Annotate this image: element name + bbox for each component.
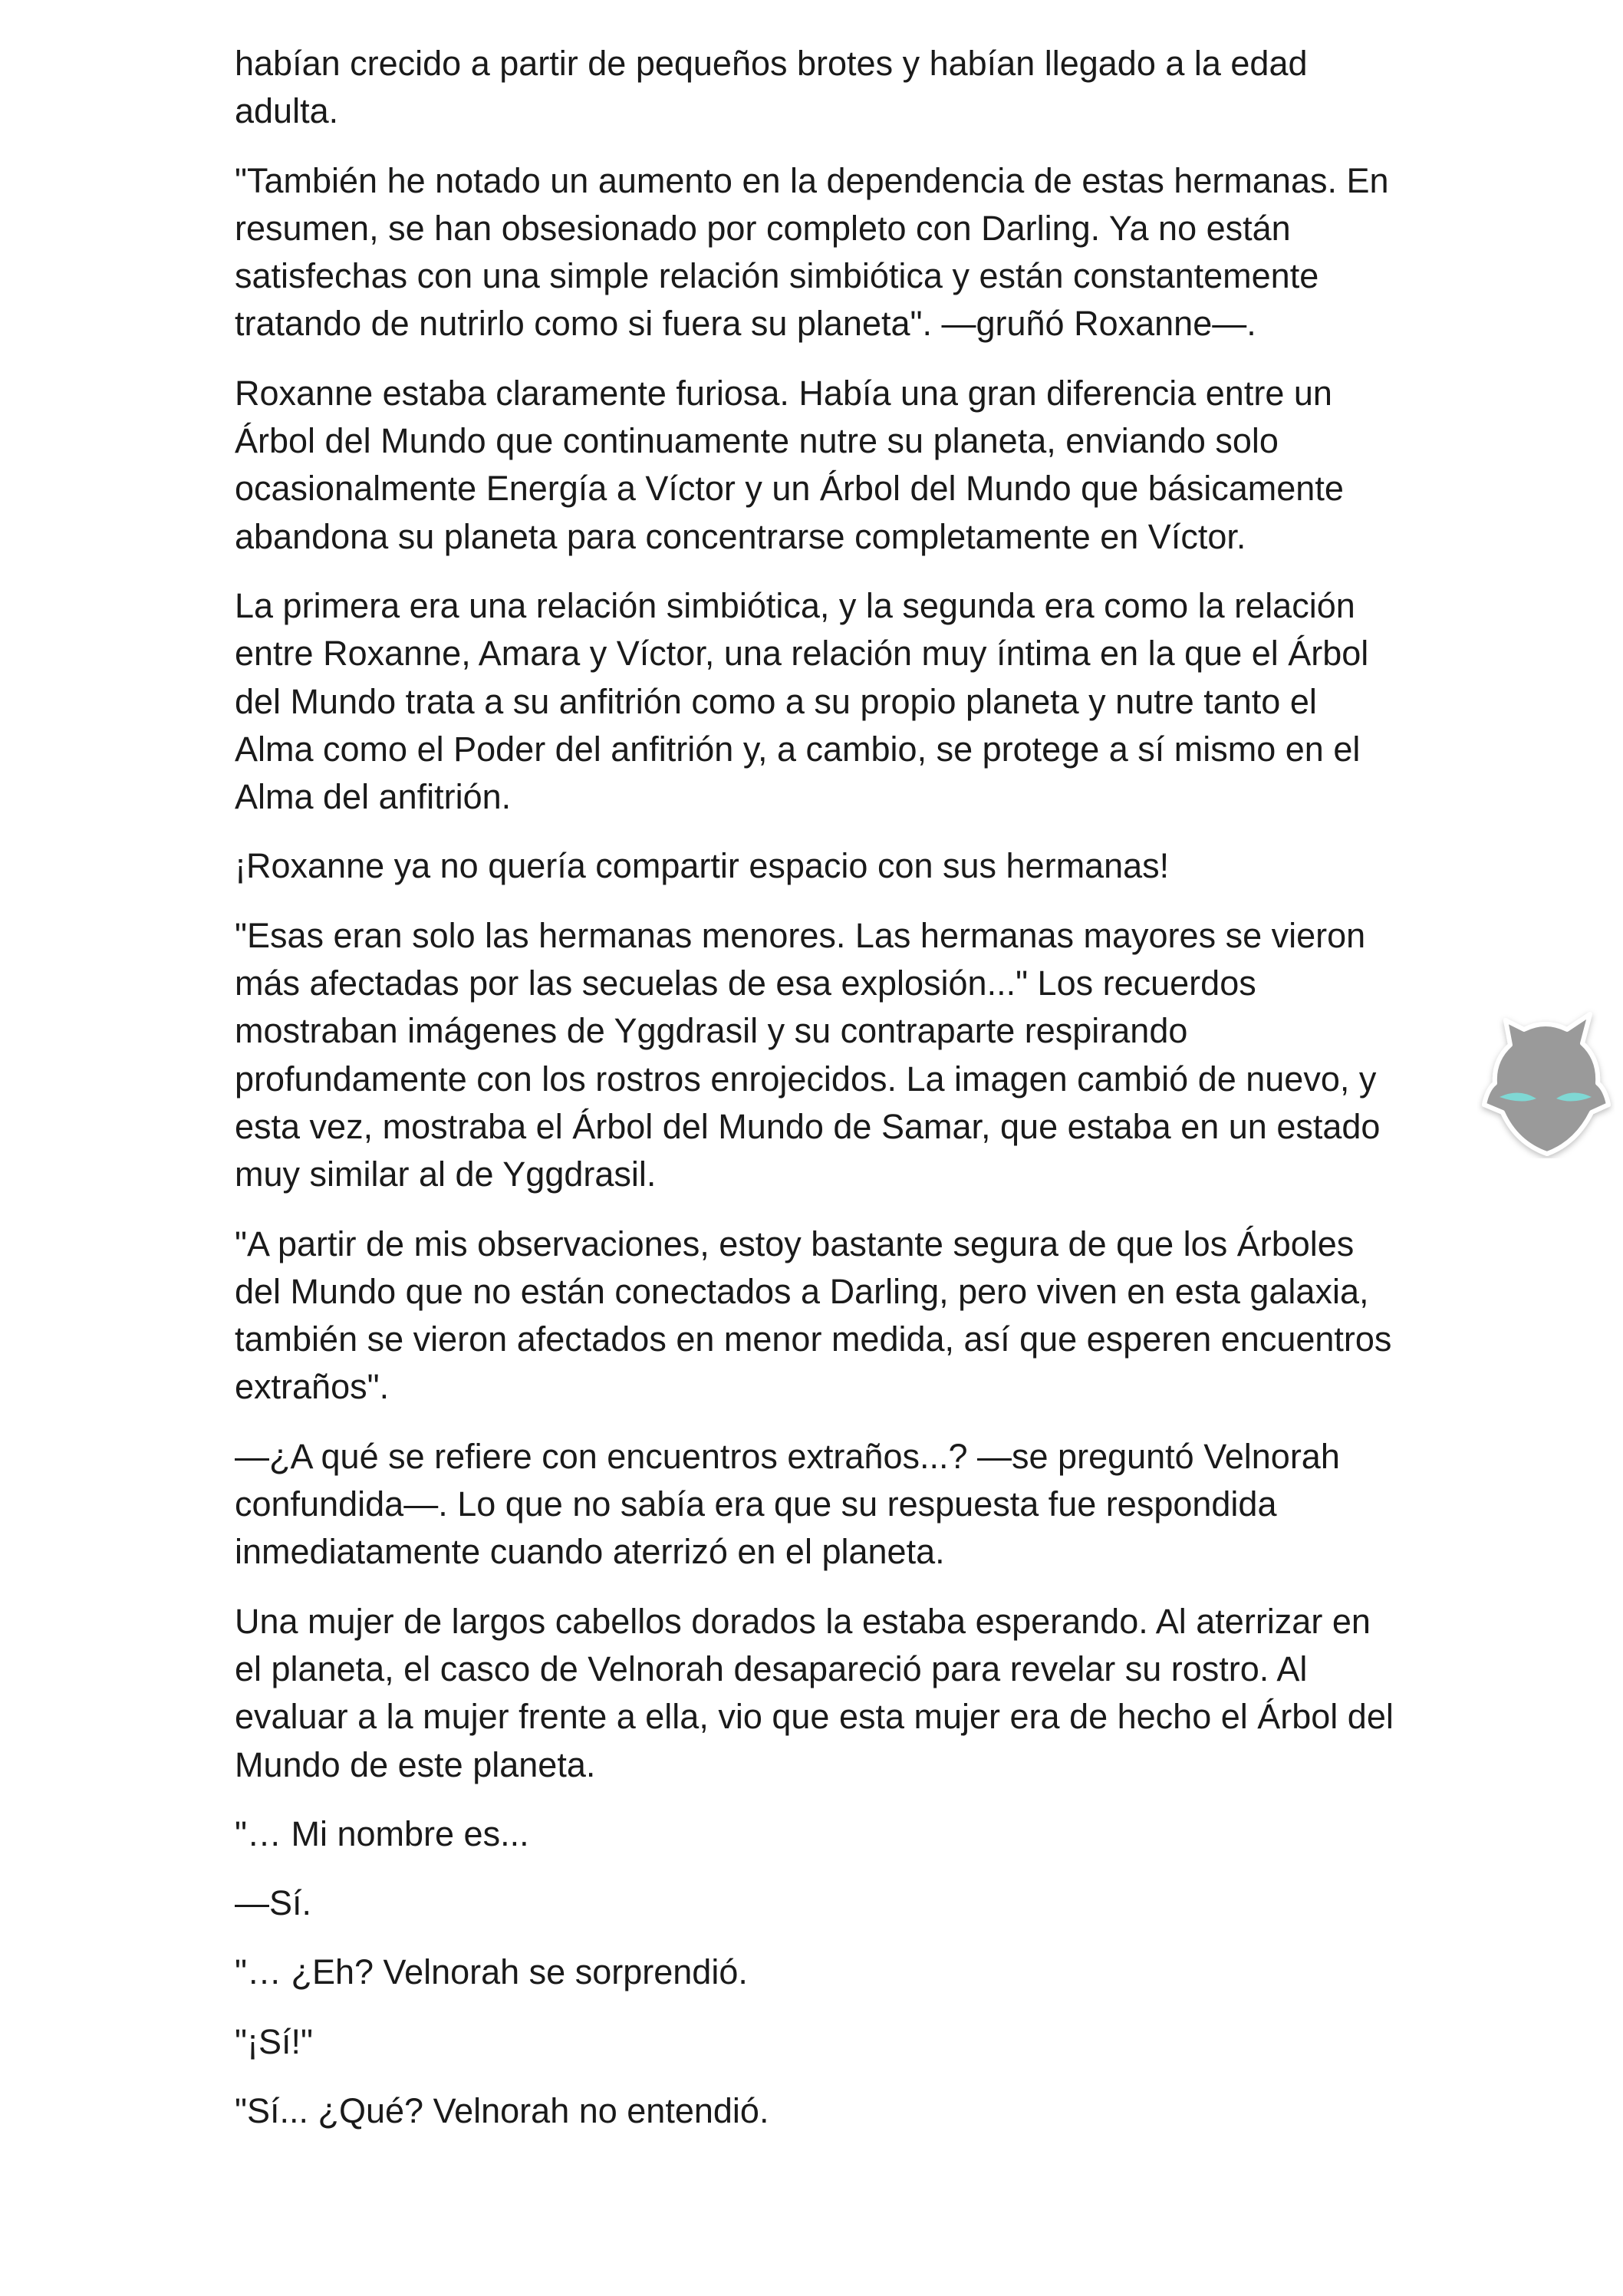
paragraph: "A partir de mis observaciones, estoy bastante segura de que los Árboles del Mundo que no están conectados a Darling, pero viven en esta galaxia, también se vieron afectados en menor medida, así que esperen encuentros extraños". — [235, 1224, 1392, 1407]
paragraph: "… Mi nombre es... — [235, 1813, 529, 1853]
paragraph: ¡Roxanne ya no quería compartir espacio con sus hermanas! — [235, 846, 1170, 886]
paragraph: "También he notado un aumento en la dependencia de estas hermanas. En resumen, se han obsesionado por completo con Darling. Ya no están satisfechas con una simple relación simbiótica y están constantemente tratando de nutrirlo como si fuera su planeta". —gruñó Roxanne—. — [235, 160, 1389, 344]
paragraph: —Sí. — [235, 1883, 312, 1923]
document-body — [235, 40, 1401, 2156]
paragraph: "… ¿Eh? Velnorah se sorprendió. — [235, 1952, 748, 1992]
paragraph: Roxanne estaba claramente furiosa. Había una gran diferencia entre un Árbol del Mundo que continuamente nutre su planeta, enviando solo ocasionalmente Energía a Víctor y un Árbol del Mundo que básicamente abandona su planeta para concentrarse completamente en Víctor. — [235, 373, 1344, 556]
paragraph: "¡Sí!" — [235, 2021, 313, 2061]
paragraph: habían crecido a partir de pequeños brotes y habían llegado a la edad adulta. — [235, 44, 1308, 131]
paragraph: —¿A qué se refiere con encuentros extraños...? —se preguntó Velnorah confundida—. Lo que no sabía era que su respuesta fue respondida inmediatamente cuando aterrizó en el planeta. — [235, 1436, 1340, 1572]
paragraph: La primera era una relación simbiótica, y la segunda era como la relación entre Roxanne, Amara y Víctor, una relación muy íntima en la que el Árbol del Mundo trata a su anfitrión como a su propio planeta y nutre tanto el Alma como el Poder del anfitrión y, a cambio, se protege a sí mismo en el Alma del anfitrión. — [235, 585, 1369, 817]
paragraph: "Esas eran solo las hermanas menores. Las hermanas mayores se vieron más afectadas por las secuelas de esa explosión..." Los recuerdos mostraban imágenes de Yggdrasil y su contraparte respirando profundamente con los rostros enrojecidos. La imagen cambió de nuevo, y esta vez, mostraba el Árbol del Mundo de Samar, que estaba en un estado muy similar al de Yggdrasil. — [235, 915, 1381, 1194]
paragraph: Una mujer de largos cabellos dorados la estaba esperando. Al aterrizar en el planeta, el casco de Velnorah desapareció para revelar su rostro. Al evaluar a la mujer frente a ella, vio que esta mujer era de hecho el Árbol del Mundo de este planeta. — [235, 1601, 1394, 1784]
demon-head-shape — [1484, 1014, 1608, 1154]
demon-head-icon — [1477, 997, 1615, 1158]
paragraph: "Sí... ¿Qué? Velnorah no entendió. — [235, 2090, 769, 2130]
